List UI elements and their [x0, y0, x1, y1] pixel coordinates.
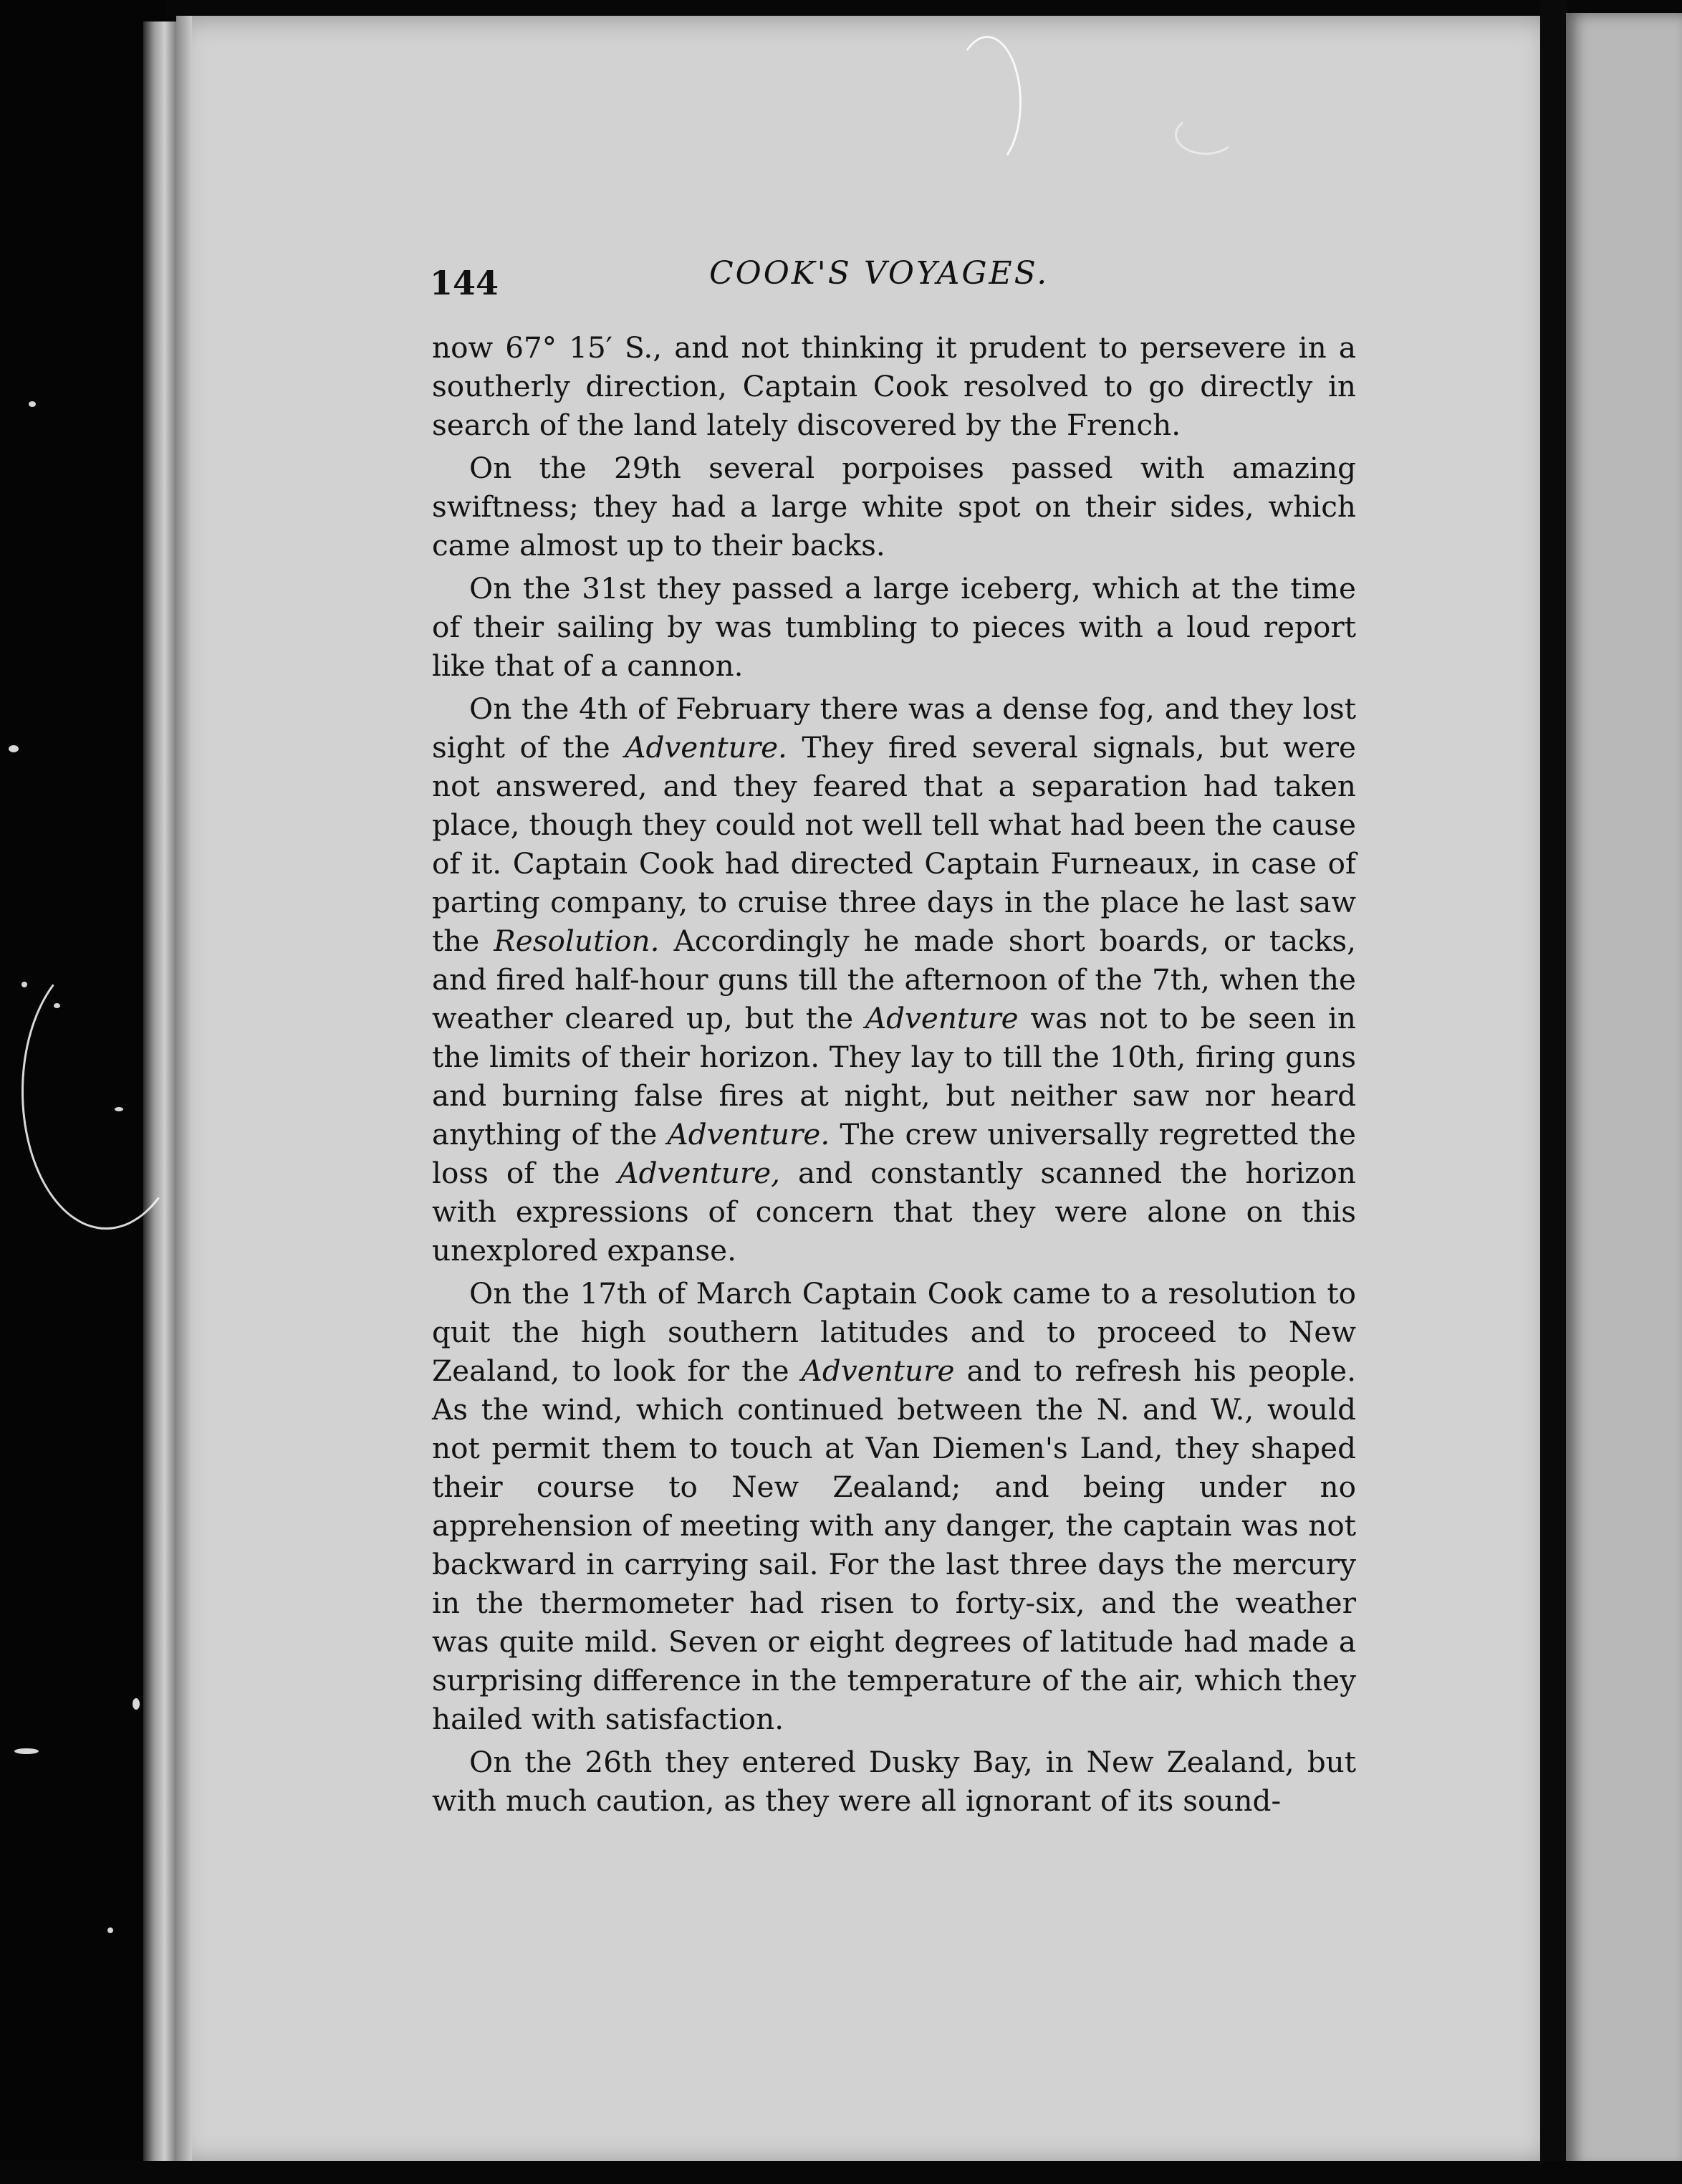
ship-name: Adventure, [617, 1156, 781, 1190]
ship-name: Resolution. [494, 924, 660, 958]
page-header [430, 236, 1397, 308]
paragraph: On the 4th of February there was a dense fog, and they lost sight of the Adventure. They fired several signals, but were not answered, and they feared that a separation had taken place, though they could not well tell what had been the cause of it. Captain Cook had directed Captain Furneaux, in case of parting company, to cruise three days in the place he last saw the Resolution. Accordingly he made short boards, or tacks, and fired half-hour guns till the afternoon of the 7th, when the weather cleared up, but the Adventure was not to be seen in the limits of their horizon. They lay to till the 10th, firing guns and burning false fires at night, but neither saw nor heard anything of the Adventure. The crew universally regretted the loss of the Adventure, and constantly scanned the horizon with expressions of concern that they were alone on this unexplored expanse. [432, 691, 1356, 1268]
paper-fiber [21, 953, 191, 1230]
body-text [432, 328, 1356, 1824]
dust-speck [14, 1748, 39, 1754]
paragraph: On the 31st they passed a large iceberg, which at the time of their sailing by was tumbling to pieces with a loud report like that of a cannon. [432, 571, 1356, 683]
paper-fiber [953, 36, 1022, 169]
paragraph: On the 17th of March Captain Cook came to a resolution to quit the high southern latitudes and to proceed to New Zealand, to look for the Adventure and to refresh his people. As the wind, which continued between the N. and W., would not permit them to touch at Van Diemen's Land, they shaped their course to New Zealand; and being under no apprehension of meeting with any danger, the captain was not backward in carrying sail. For the last three days the mercury in the thermometer had risen to forty-six, and the weather was quite mild. Seven or eight degrees of latitude had made a surprising difference in the temperature of the air, which they hailed with satisfaction. [432, 1276, 1356, 1736]
dust-speck [29, 401, 36, 407]
scan-bottom-border [0, 2161, 1682, 2184]
ship-name: Adventure [801, 1354, 955, 1388]
page-right-gutter [1540, 0, 1567, 2184]
ship-name: Adventure. [667, 1117, 830, 1151]
scan-top-border [0, 0, 1682, 16]
paper-fiber [1175, 115, 1236, 155]
dust-speck [9, 745, 19, 752]
paragraph: On the 29th several porpoises passed with amazing swiftness; they had a large white spot on their sides, which came almost up to their backs. [432, 451, 1356, 562]
dust-speck [133, 1698, 140, 1710]
page-number: 144 [430, 264, 499, 302]
paragraph: On the 26th they entered Dusky Bay, in New Zealand, but with much caution, as they were all ignorant of its sound- [432, 1745, 1356, 1818]
ship-name: Adventure [865, 1001, 1019, 1035]
facing-page-edge [1566, 13, 1682, 2170]
dust-speck [107, 1927, 113, 1933]
paragraph: now 67° 15′ S., and not thinking it prudent to persevere in a southerly direction, Captain Cook resolved to go directly in search of the land lately discovered by the French. [432, 330, 1356, 442]
dust-speck [21, 982, 27, 987]
ship-name: Adventure. [625, 730, 787, 765]
running-title: COOK'S VOYAGES. [709, 255, 1049, 292]
